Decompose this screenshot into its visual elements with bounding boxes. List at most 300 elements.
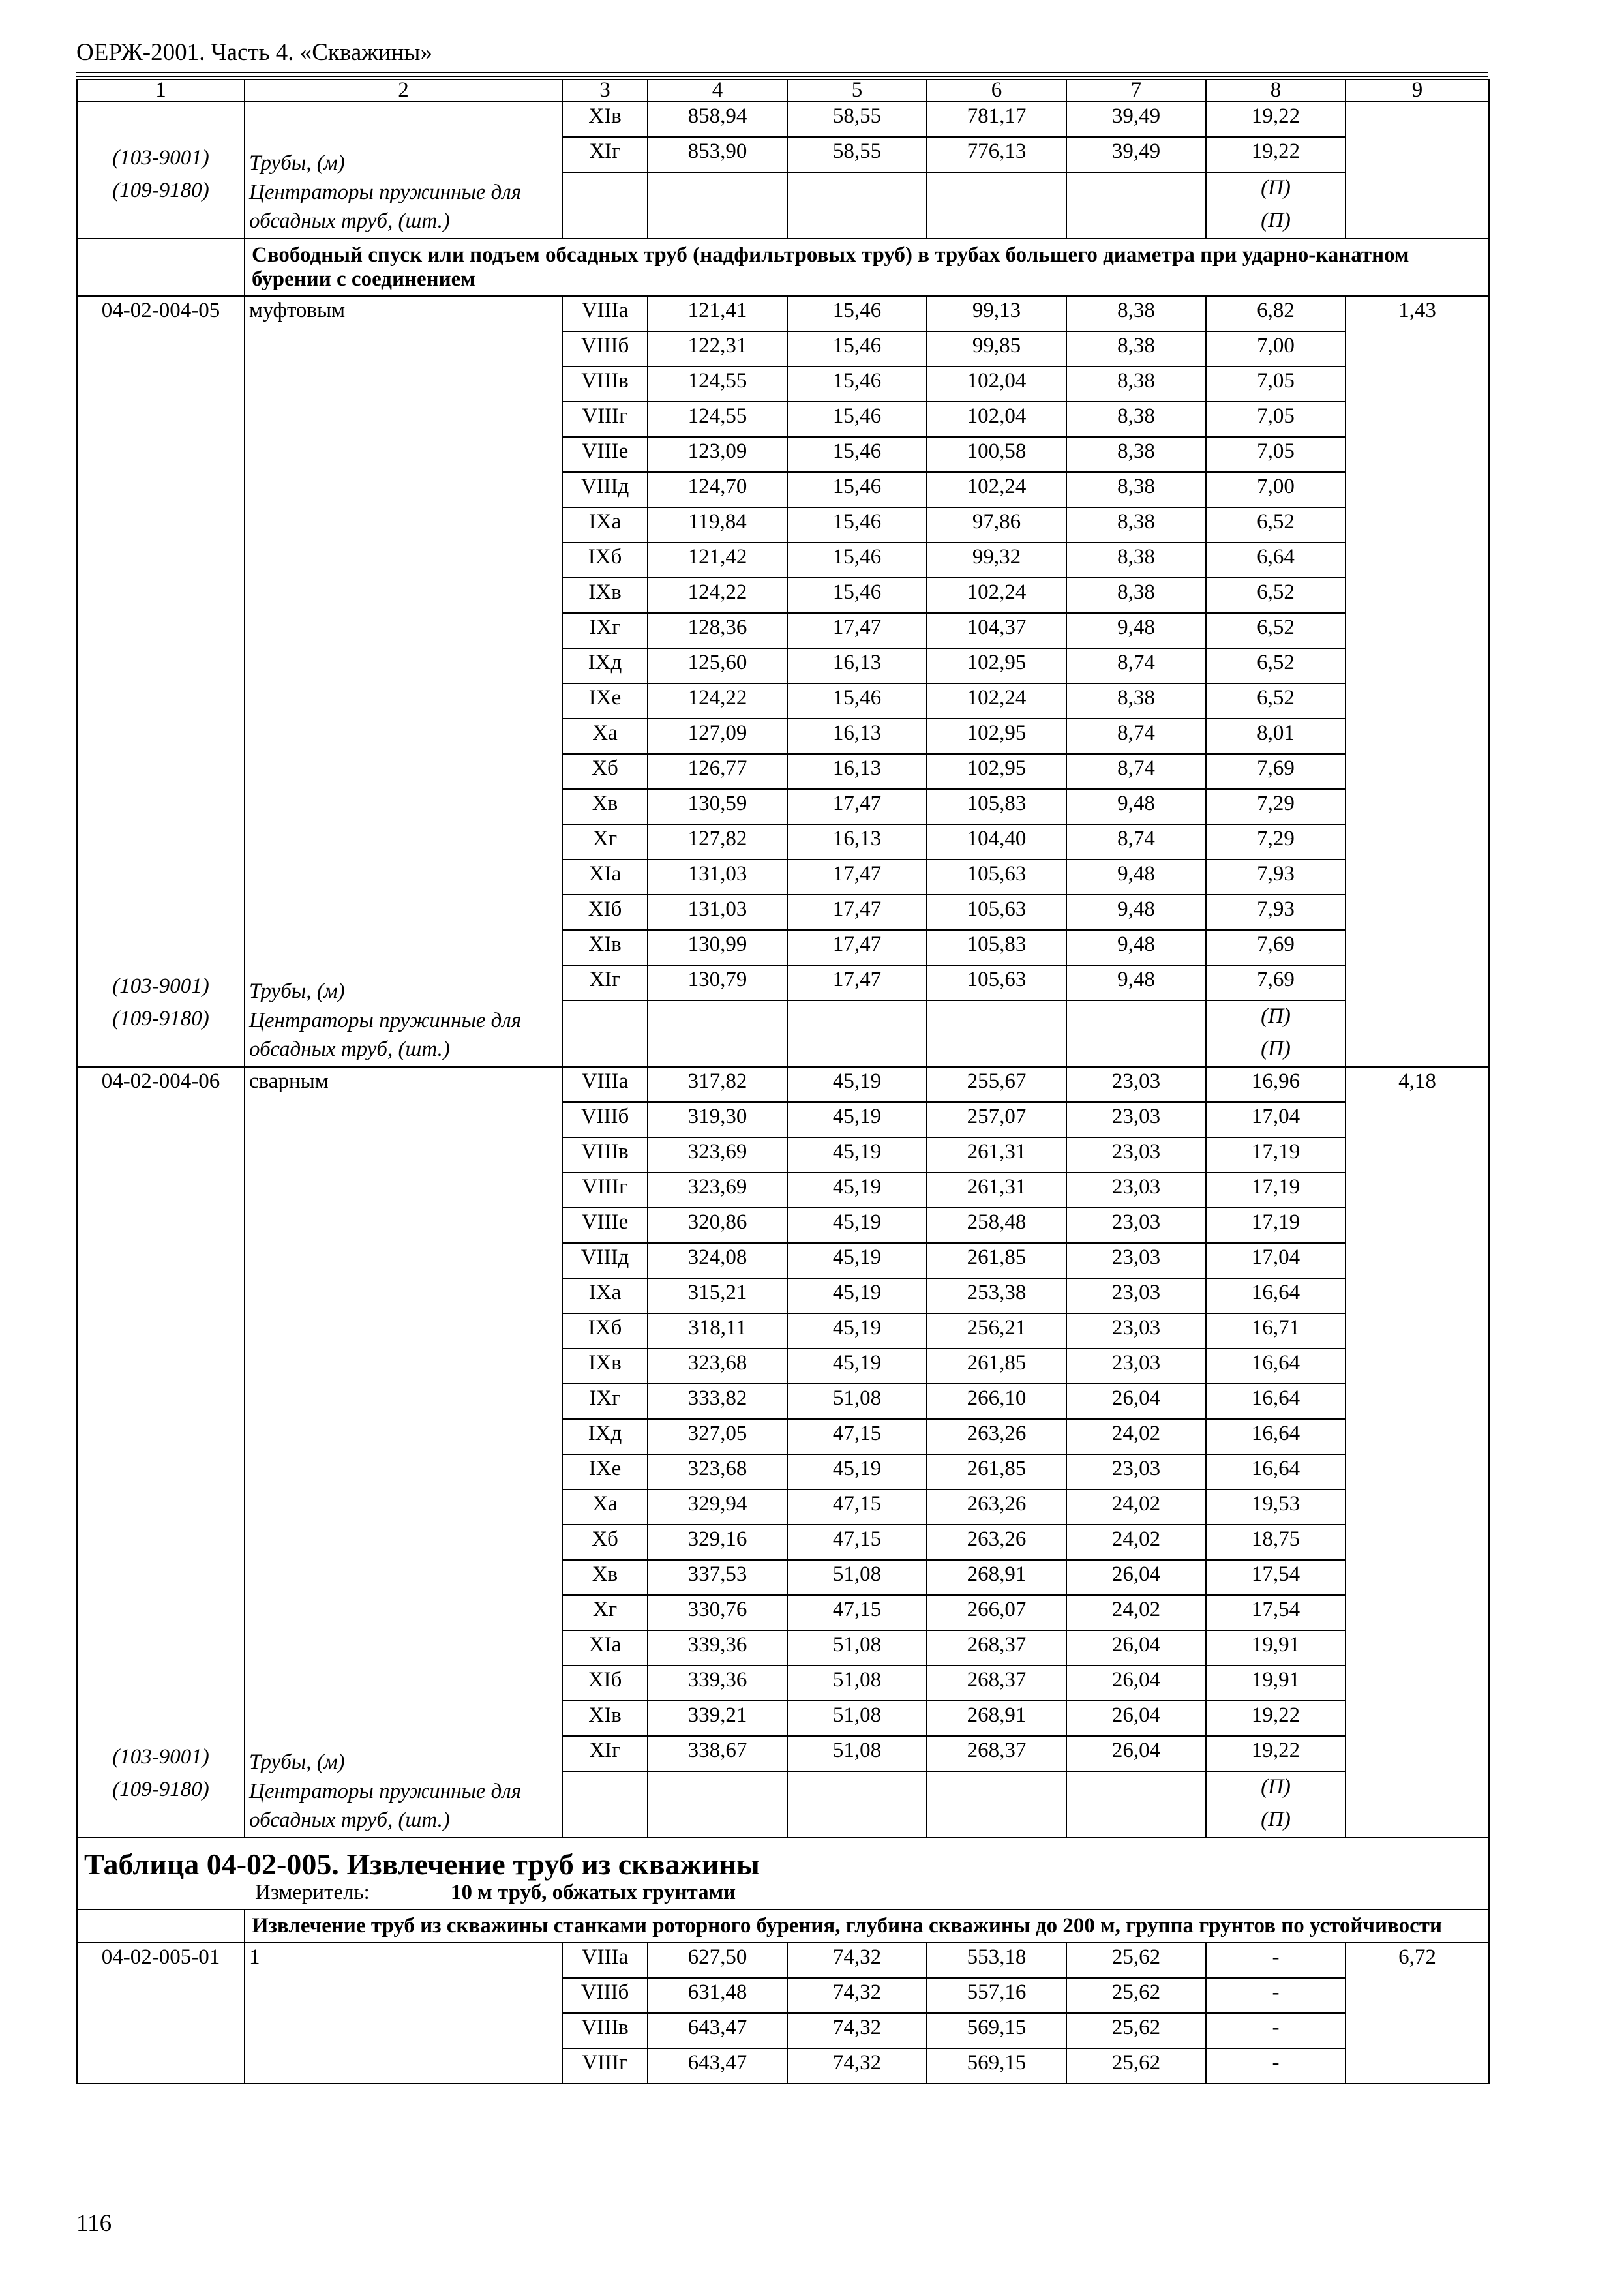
material-marks [1206, 172, 1346, 239]
rate-cell: 16,13 [787, 824, 927, 860]
page-number: 116 [76, 2210, 112, 2237]
rate-cell: 18,75 [1206, 1525, 1346, 1560]
rate-cell: Xа [562, 1489, 648, 1525]
material-code: (109-9180) [112, 1006, 209, 1030]
rate-cell: 253,38 [927, 1278, 1066, 1313]
rate-cell: 9,48 [1066, 930, 1206, 965]
material-code: (109-9180) [112, 1777, 209, 1801]
rate-cell: IXе [562, 683, 648, 719]
section-title: Свободный спуск или подъем обсадных труб (надфильтровых труб) в трубах большего диаметра при ударно-канатном бурении с соединением [245, 239, 1489, 296]
rate-cell: Xб [562, 1525, 648, 1560]
rate-cell: 7,00 [1206, 472, 1346, 507]
blank-cell [562, 1000, 648, 1067]
material-code: (103-9001) [112, 146, 209, 170]
rate-cell: 17,04 [1206, 1102, 1346, 1137]
rate-col9 [1346, 102, 1489, 239]
rate-cell: 19,22 [1206, 102, 1346, 137]
rate-code-text: 04-02-004-05 [101, 298, 220, 322]
rate-cell: 102,24 [927, 472, 1066, 507]
rate-cell: IXв [562, 578, 648, 613]
rate-cell: 19,91 [1206, 1630, 1346, 1666]
rate-cell: 16,64 [1206, 1349, 1346, 1384]
rate-cell: 105,63 [927, 895, 1066, 930]
column-header: 4 [648, 80, 787, 102]
rate-cell: 553,18 [927, 1943, 1066, 1978]
rate-cell: 105,83 [927, 789, 1066, 824]
table-title-row [77, 1838, 1489, 1881]
rate-cell: 16,13 [787, 719, 927, 754]
rate-cell: 26,04 [1066, 1736, 1206, 1771]
material-marks [1206, 1771, 1346, 1838]
rate-cell: 130,79 [648, 965, 787, 1000]
material-mark: (П) [1261, 1004, 1291, 1028]
rate-cell: 16,13 [787, 754, 927, 789]
rate-cell: 131,03 [648, 860, 787, 895]
measure-label: Измеритель: [255, 1881, 370, 1905]
rate-cell: 45,19 [787, 1454, 927, 1489]
rate-cell: VIIIа [562, 1067, 648, 1102]
rate-cell: 74,32 [787, 1943, 927, 1978]
rate-cell: 15,46 [787, 367, 927, 402]
rate-cell: 858,94 [648, 102, 787, 137]
section-title: Извлечение труб из скважины станками роторного бурения, глубина скважины до 200 м, группа грунтов по устойчивости [245, 1909, 1489, 1943]
rate-cell: 16,64 [1206, 1384, 1346, 1419]
rate-cell: 102,95 [927, 719, 1066, 754]
rate-cell: Xв [562, 789, 648, 824]
rate-cell: 23,03 [1066, 1313, 1206, 1349]
rate-cell: 130,59 [648, 789, 787, 824]
rate-cell: 45,19 [787, 1102, 927, 1137]
rate-cell: 9,48 [1066, 613, 1206, 648]
rate-cell: VIIIг [562, 1173, 648, 1208]
rate-cell: 121,41 [648, 296, 787, 331]
rate-cell: 99,85 [927, 331, 1066, 367]
rate-cell: 6,52 [1206, 683, 1346, 719]
rate-cell: 19,22 [1206, 137, 1346, 172]
rate-cell: 6,52 [1206, 648, 1346, 683]
rate-cell: 124,55 [648, 367, 787, 402]
material-mark: (П) [1261, 1774, 1291, 1799]
rate-cell: 781,17 [927, 102, 1066, 137]
rate-cell: 643,47 [648, 2013, 787, 2048]
rate-cell: 6,82 [1206, 296, 1346, 331]
rate-cell: IXе [562, 1454, 648, 1489]
rate-cell: 255,67 [927, 1067, 1066, 1102]
rate-cell: VIIIа [562, 1943, 648, 1978]
rate-cell: 258,48 [927, 1208, 1066, 1243]
rate-cell: VIIIб [562, 1978, 648, 2013]
rate-cell: 317,82 [648, 1067, 787, 1102]
rate-cell: 339,36 [648, 1666, 787, 1701]
rate-cell: 261,31 [927, 1137, 1066, 1173]
rate-cell: 9,48 [1066, 789, 1206, 824]
blank-cell [787, 1771, 927, 1838]
material-names [249, 1747, 558, 1834]
measure [77, 1881, 1489, 1909]
blank-cell [648, 172, 787, 239]
rate-cell: 124,55 [648, 402, 787, 437]
rate-cell: Xг [562, 824, 648, 860]
rate-cell: 7,93 [1206, 860, 1346, 895]
rate-cell: 102,24 [927, 683, 1066, 719]
rate-col9-value: 6,72 [1398, 1945, 1436, 1969]
material-name: Центраторы пружинные для обсадных труб, (шт.) [249, 1779, 522, 1832]
material-mark: (П) [1261, 209, 1291, 232]
material-marks [1206, 1000, 1346, 1067]
rate-code [77, 1943, 245, 2084]
rate-code-text: 04-02-005-01 [101, 1945, 220, 1969]
rate-cell: 23,03 [1066, 1067, 1206, 1102]
rate-cell: XIг [562, 1736, 648, 1771]
rate-cell: 19,53 [1206, 1489, 1346, 1525]
rate-cell: 15,46 [787, 683, 927, 719]
rate-cell: 15,46 [787, 331, 927, 367]
rate-cell: 119,84 [648, 507, 787, 543]
measure-row [77, 1881, 1489, 1909]
rate-cell: 337,53 [648, 1560, 787, 1595]
blank-cell [787, 172, 927, 239]
rate-cell: - [1206, 1943, 1346, 1978]
header-rule [76, 72, 1488, 73]
rate-cell: IXг [562, 613, 648, 648]
material-codes [78, 143, 244, 237]
rate-cell: 45,19 [787, 1278, 927, 1313]
table-row [77, 1067, 1489, 1102]
blank-cell [927, 172, 1066, 239]
rate-cell: 324,08 [648, 1243, 787, 1278]
rate-cell: 105,63 [927, 860, 1066, 895]
rate-cell: Xб [562, 754, 648, 789]
rate-cell: 569,15 [927, 2013, 1066, 2048]
material-mark: (П) [1261, 176, 1291, 200]
rate-cell: 25,62 [1066, 2013, 1206, 2048]
blank-cell [77, 1909, 245, 1943]
blank-cell [1066, 1771, 1206, 1838]
rate-cell: VIIIг [562, 402, 648, 437]
rate-col9 [1346, 1943, 1489, 2084]
rate-cell: 776,13 [927, 137, 1066, 172]
rate-cell: 45,19 [787, 1208, 927, 1243]
rate-cell: 100,58 [927, 437, 1066, 472]
blank-cell [1066, 1000, 1206, 1067]
rate-code-text: 04-02-004-06 [101, 1069, 220, 1093]
rate-cell: IXд [562, 648, 648, 683]
rate-cell: 8,38 [1066, 472, 1206, 507]
blank-cell [927, 1771, 1066, 1838]
rate-cell: 17,54 [1206, 1595, 1346, 1630]
blank-cell [77, 239, 245, 296]
material-name: Трубы, (м) [249, 979, 345, 1003]
column-header-row [77, 80, 1489, 102]
rate-cell: 131,03 [648, 895, 787, 930]
rate-cell: 122,31 [648, 331, 787, 367]
rate-cell: 6,52 [1206, 578, 1346, 613]
rate-cell: XIг [562, 137, 648, 172]
rate-cell: 19,22 [1206, 1701, 1346, 1736]
material-names [249, 148, 558, 235]
rate-cell: VIIIв [562, 367, 648, 402]
rate-col9-value: 4,18 [1398, 1069, 1436, 1093]
rate-cell: 318,11 [648, 1313, 787, 1349]
material-code: (103-9001) [112, 1744, 209, 1769]
rate-cell: 8,74 [1066, 648, 1206, 683]
rate-cell: VIIIб [562, 331, 648, 367]
rate-cell: 266,10 [927, 1384, 1066, 1419]
rate-cell: 47,15 [787, 1595, 927, 1630]
rate-cell: 58,55 [787, 137, 927, 172]
rate-cell: 15,46 [787, 296, 927, 331]
rate-cell: 47,15 [787, 1419, 927, 1454]
rate-cell: 256,21 [927, 1313, 1066, 1349]
rate-cell: 104,37 [927, 613, 1066, 648]
rate-cell: 17,19 [1206, 1208, 1346, 1243]
rate-cell: 123,09 [648, 437, 787, 472]
column-header: 8 [1206, 80, 1346, 102]
rate-cell: 17,47 [787, 930, 927, 965]
rate-cell: 16,71 [1206, 1313, 1346, 1349]
rate-cell: 8,38 [1066, 543, 1206, 578]
rate-cell: 127,09 [648, 719, 787, 754]
rate-cell: 263,26 [927, 1419, 1066, 1454]
rate-cell: 8,38 [1066, 367, 1206, 402]
rate-col9 [1346, 1067, 1489, 1838]
rate-cell: 99,13 [927, 296, 1066, 331]
rate-cell: 51,08 [787, 1384, 927, 1419]
rate-cell: 23,03 [1066, 1243, 1206, 1278]
material-name: Трубы, (м) [249, 151, 345, 175]
rate-cell: 15,46 [787, 578, 927, 613]
rate-col9-value: 1,43 [1398, 298, 1436, 322]
rate-cell: 8,38 [1066, 331, 1206, 367]
column-header: 2 [245, 80, 562, 102]
rate-cell: 23,03 [1066, 1137, 1206, 1173]
material-codes [82, 104, 240, 106]
rate-cell: 7,00 [1206, 331, 1346, 367]
rate-cell: 23,03 [1066, 1173, 1206, 1208]
rate-cell: 323,69 [648, 1173, 787, 1208]
rate-cell: 257,07 [927, 1102, 1066, 1137]
rate-cell: 261,31 [927, 1173, 1066, 1208]
table-row [77, 102, 1489, 137]
rate-cell: 643,47 [648, 2048, 787, 2084]
rate-cell: 24,02 [1066, 1419, 1206, 1454]
rate-cell: 7,29 [1206, 824, 1346, 860]
rate-code [77, 102, 245, 239]
rate-cell: 16,64 [1206, 1419, 1346, 1454]
section-row [77, 1909, 1489, 1943]
rate-cell: 104,40 [927, 824, 1066, 860]
rate-cell: 130,99 [648, 930, 787, 965]
rate-cell: 19,91 [1206, 1666, 1346, 1701]
rate-cell: 7,05 [1206, 402, 1346, 437]
rate-cell: IXа [562, 507, 648, 543]
rate-cell: XIв [562, 102, 648, 137]
rate-cell: 17,47 [787, 860, 927, 895]
rate-cell: VIIIе [562, 437, 648, 472]
rate-cell: IXв [562, 1349, 648, 1384]
rate-cell: 330,76 [648, 1595, 787, 1630]
rate-cell: IXб [562, 543, 648, 578]
rate-cell: 7,69 [1206, 965, 1346, 1000]
column-header: 7 [1066, 80, 1206, 102]
rate-cell: 58,55 [787, 102, 927, 137]
rate-cell: 627,50 [648, 1943, 787, 1978]
rate-cell: 263,26 [927, 1489, 1066, 1525]
rate-cell: 25,62 [1066, 1978, 1206, 2013]
rate-cell: 9,48 [1066, 965, 1206, 1000]
rate-cell: 8,38 [1066, 437, 1206, 472]
rate-cell: 17,47 [787, 965, 927, 1000]
rate-cell: 339,21 [648, 1701, 787, 1736]
rate-cell: 74,32 [787, 2013, 927, 2048]
rate-cell: 329,16 [648, 1525, 787, 1560]
rate-cell: - [1206, 1978, 1346, 2013]
rate-cell: 26,04 [1066, 1630, 1206, 1666]
material-code: (109-9180) [112, 179, 209, 202]
rate-cell: 268,37 [927, 1666, 1066, 1701]
rate-cell: 102,04 [927, 402, 1066, 437]
rate-cell: 105,83 [927, 930, 1066, 965]
rate-cell: 16,13 [787, 648, 927, 683]
rate-cell: 25,62 [1066, 2048, 1206, 2084]
rate-cell: 8,38 [1066, 507, 1206, 543]
rate-cell: 7,69 [1206, 930, 1346, 965]
rate-cell: 39,49 [1066, 137, 1206, 172]
rate-cell: 338,67 [648, 1736, 787, 1771]
rate-cell: 17,47 [787, 789, 927, 824]
rate-cell: VIIIа [562, 296, 648, 331]
rate-cell: 17,19 [1206, 1173, 1346, 1208]
rate-cell: XIг [562, 965, 648, 1000]
rate-cell: 127,82 [648, 824, 787, 860]
rate-cell: Xг [562, 1595, 648, 1630]
rate-cell: 51,08 [787, 1666, 927, 1701]
rate-cell: 320,86 [648, 1208, 787, 1243]
rate-cell: 45,19 [787, 1313, 927, 1349]
rate-cell: 853,90 [648, 137, 787, 172]
rate-cell: 263,26 [927, 1525, 1066, 1560]
rate-cell: 17,54 [1206, 1560, 1346, 1595]
rate-cell: 45,19 [787, 1243, 927, 1278]
rate-cell: 51,08 [787, 1701, 927, 1736]
rate-cell: 51,08 [787, 1736, 927, 1771]
rate-cell: 17,47 [787, 895, 927, 930]
rate-cell: 268,91 [927, 1701, 1066, 1736]
rate-cell: Xв [562, 1560, 648, 1595]
blank-cell [562, 172, 648, 239]
rate-cell: 15,46 [787, 402, 927, 437]
rate-cell: 268,91 [927, 1560, 1066, 1595]
rate-cell: 16,96 [1206, 1067, 1346, 1102]
rate-cell: 631,48 [648, 1978, 787, 2013]
rate-cell: IXб [562, 1313, 648, 1349]
rate-cell: 15,46 [787, 507, 927, 543]
material-codes [82, 323, 240, 324]
rate-cell: 26,04 [1066, 1560, 1206, 1595]
rate-cell: XIв [562, 930, 648, 965]
rate-cell: 6,64 [1206, 543, 1346, 578]
rate-cell: 268,37 [927, 1630, 1066, 1666]
blank-cell [562, 1771, 648, 1838]
rate-cell: 6,52 [1206, 613, 1346, 648]
rate-cell: 74,32 [787, 1978, 927, 2013]
rate-cell: 8,74 [1066, 824, 1206, 860]
rate-cell: 261,85 [927, 1349, 1066, 1384]
rate-cell: 102,95 [927, 648, 1066, 683]
blank-cell [927, 1000, 1066, 1067]
rate-cell: 323,68 [648, 1349, 787, 1384]
rate-cell: XIб [562, 1666, 648, 1701]
rate-cell: 17,47 [787, 613, 927, 648]
rate-cell: VIIIд [562, 472, 648, 507]
rate-cell: 26,04 [1066, 1384, 1206, 1419]
rate-cell: 23,03 [1066, 1454, 1206, 1489]
rate-cell: 26,04 [1066, 1701, 1206, 1736]
rate-cell: 51,08 [787, 1630, 927, 1666]
column-header: 9 [1346, 80, 1489, 102]
material-name: Центраторы пружинные для обсадных труб, (шт.) [249, 181, 522, 233]
rate-cell: 45,19 [787, 1067, 927, 1102]
rate-cell: 339,36 [648, 1630, 787, 1666]
rate-cell: 323,69 [648, 1137, 787, 1173]
rate-cell: 6,52 [1206, 507, 1346, 543]
rate-name [245, 1943, 562, 2084]
rate-cell: 9,48 [1066, 860, 1206, 895]
material-names [249, 976, 558, 1064]
material-mark: (П) [1261, 1807, 1291, 1831]
rate-cell: - [1206, 2048, 1346, 2084]
rate-cell: XIа [562, 1630, 648, 1666]
rate-cell: 15,46 [787, 543, 927, 578]
rate-cell: 45,19 [787, 1137, 927, 1173]
rate-cell: 23,03 [1066, 1102, 1206, 1137]
header-rule [76, 76, 1488, 77]
rate-cell: 47,15 [787, 1489, 927, 1525]
rate-cell: 323,68 [648, 1454, 787, 1489]
material-name: Центраторы пружинные для обсадных труб, (шт.) [249, 1008, 522, 1061]
rate-cell: XIа [562, 860, 648, 895]
rate-cell: 47,15 [787, 1525, 927, 1560]
material-codes [78, 1742, 244, 1836]
rate-cell: 102,95 [927, 754, 1066, 789]
rate-cell: 124,22 [648, 683, 787, 719]
column-header: 3 [562, 80, 648, 102]
rate-cell: - [1206, 2013, 1346, 2048]
column-header: 5 [787, 80, 927, 102]
material-code: (103-9001) [112, 974, 209, 998]
rate-name-text: сварным [249, 1069, 329, 1093]
rate-cell: 74,32 [787, 2048, 927, 2084]
rate-cell: VIIIе [562, 1208, 648, 1243]
rate-cell: 7,05 [1206, 367, 1346, 402]
table-title: Таблица 04-02-005. Извлечение труб из скважины [77, 1838, 1489, 1881]
blank-cell [648, 1000, 787, 1067]
rate-cell: 17,04 [1206, 1243, 1346, 1278]
rate-cell: 45,19 [787, 1173, 927, 1208]
rate-cell: 102,24 [927, 578, 1066, 613]
rate-cell: 7,05 [1206, 437, 1346, 472]
table-row [77, 296, 1489, 331]
rate-cell: 124,22 [648, 578, 787, 613]
rate-name-text: 1 [249, 1945, 260, 1969]
rate-cell: 19,22 [1206, 1736, 1346, 1771]
rate-cell: VIIIв [562, 1137, 648, 1173]
rate-cell: 26,04 [1066, 1666, 1206, 1701]
rate-cell: 327,05 [648, 1419, 787, 1454]
rate-cell: 97,86 [927, 507, 1066, 543]
blank-cell [787, 1000, 927, 1067]
material-codes [78, 971, 244, 1065]
